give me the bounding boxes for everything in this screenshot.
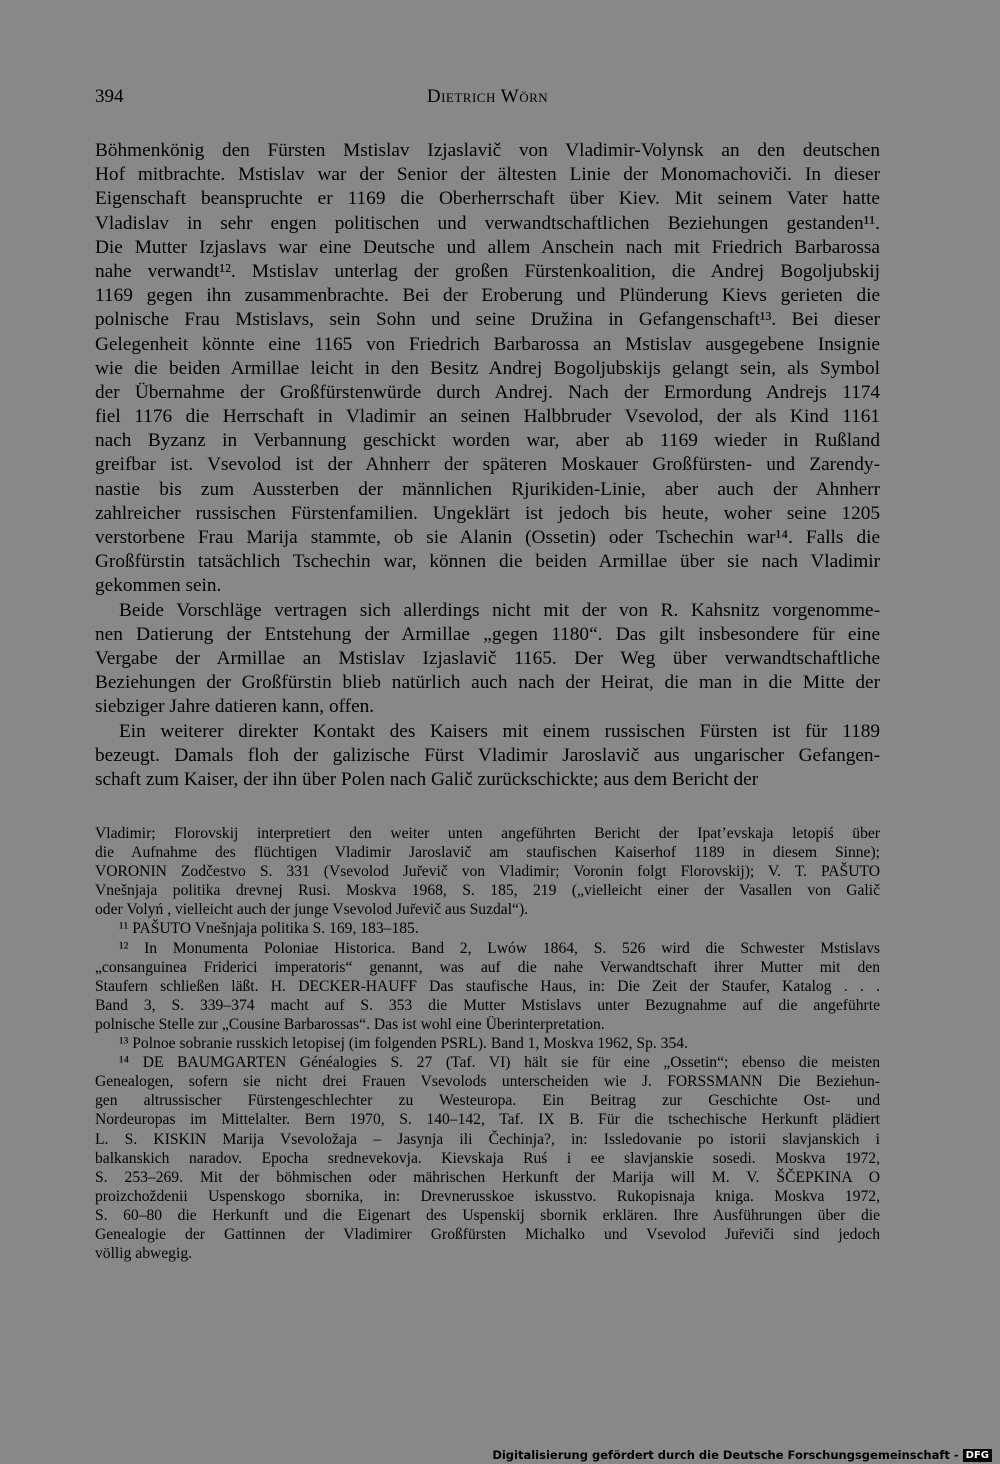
body-line: Die Mutter Izjaslavs war eine Deutsche und allem Anschein nach mit Friedrich Barbarossa [95, 236, 880, 258]
footnote-line: Band 3, S. 339–374 macht auf S. 353 die Mutter Mstislavs unter Bezugnahme auf die angeführte [95, 996, 880, 1014]
body-line: nastie bis zum Aussterben der männlichen Rjurikiden-Linie, aber auch der Ahnherr [95, 478, 880, 500]
body-line: polnische Frau Mstislavs, sein Sohn und seine Družina in Gefangenschaft¹³. Bei dieser [95, 309, 880, 331]
footnote-line: Nordeuropas im Mittelalter. Bern 1970, S. 140–142, Taf. IX B. Für die tschechische Herkunft plädiert [95, 1111, 880, 1129]
footnote-line: balkanskich naradov. Epocha srednevekovja. Kievskaja Ruś i ee slavjanskie sosedi. Moskva 1972, [95, 1149, 880, 1167]
body-text [95, 139, 880, 792]
footnote-line: ¹² In Monumenta Poloniae Historica. Band 2, Lwów 1864, S. 526 wird die Schwester Mstislavs [119, 939, 880, 957]
body-line: Großfürstin tatsächlich Tschechin war, können die beiden Armillae über sie nach Vladimir [95, 551, 880, 573]
footnote-line: ¹¹ PAŠUTO Vnešnjaja politika S. 169, 183–185. [119, 920, 419, 938]
footnote-line: VORONIN Zodčestvo S. 331 (Vsevolod Jur̆evič von Vladimir; Voronin folgt Florovskij); V. T. PAŠUTO [95, 863, 880, 881]
credit-text: Digitalisierung gefördert durch die Deutsche Forschungsgemeinschaft - [492, 1448, 959, 1462]
footnote-line: Staufern schließen läßt. H. DECKER-HAUFF Das staufische Haus, in: Die Zeit der Staufer, Katalog . . . [95, 977, 880, 995]
footnote-line: „consanguinea Friderici imperatoris“ genannt, was auf die nahe Verwandtschaft ihrer Mutter mit den [95, 958, 880, 976]
body-line: schaft zum Kaiser, der ihn über Polen nach Galič zurückschickte; aus dem Bericht der [95, 768, 759, 790]
body-line: Böhmenkönig den Fürsten Mstislav Izjaslavič von Vladimir-Volynsk an den deutschen [95, 140, 880, 161]
footnote-line: Vnešnjaja politika drevnej Rusi. Moskva 1968, S. 185, 219 („vielleicht einer der Vasallen von Galič [95, 882, 880, 900]
body-line: 1169 gegen ihn zusammenbrachte. Bei der Eroberung und Plünderung Kievs gerieten die [95, 285, 880, 307]
body-line: wie die beiden Armillae leicht in den Besitz Andrej Bogoljubskijs gelangt sein, als Symbol [95, 357, 880, 379]
body-line: greifbar ist. Vsevolod ist der Ahnherr der späteren Moskauer Großfürsten- und Zarendy- [95, 454, 880, 476]
body-line: Hof mitbrachte. Mstislav war der Senior der ältesten Linie der Monomachoviči. In dieser [95, 164, 880, 186]
footnotes [95, 824, 880, 1263]
body-line: nach Byzanz in Verbannung geschickt worden war, aber ab 1169 wieder in Rußland [95, 430, 880, 452]
footnote-line: ¹³ Polnoe sobranie russkich letopisej (im folgenden PSRL). Band 1, Moskva 1962, Sp. 354. [119, 1035, 688, 1053]
footnote-line: gen altrussischer Fürstengeschlechter zu Westeuropa. Ein Beitrag zur Geschichte Ost- und [95, 1092, 880, 1110]
body-line: bezeugt. Damals floh der galizische Fürst Vladimir Jaroslavič aus ungarischer Gefangen- [95, 744, 880, 766]
digitization-credit [492, 1448, 992, 1462]
body-line: nen Datierung der Entstehung der Armillae „gegen 1180“. Das gilt insbesondere für eine [95, 623, 880, 645]
body-line: Ein weiterer direkter Kontakt des Kaisers mit einem russischen Fürsten ist für 1189 [119, 720, 880, 742]
body-line: Beide Vorschläge vertragen sich allerdings nicht mit der von R. Kahsnitz vorgenomme- [119, 599, 880, 621]
body-line: der Übernahme der Großfürstenwürde durch Andrej. Nach der Ermordung Andrejs 1174 [95, 381, 880, 403]
body-line: gekommen sein. [95, 575, 222, 597]
body-line: nahe verwandt¹². Mstislav unterlag der großen Fürstenkoalition, die Andrej Bogoljubskij [95, 260, 880, 282]
body-line: Eigenschaft beanspruchte er 1169 die Oberherrschaft über Kiev. Mit seinem Vater hatte [95, 188, 880, 210]
footnote-line: ¹⁴ DE BAUMGARTEN Généalogies S. 27 (Taf. VI) hält sie für eine „Ossetin“; ebenso die meisten [119, 1054, 880, 1072]
footnote-line: polnische Stelle zur „Cousine Barbarossas“. Das ist wohl eine Überinterpretation. [95, 1015, 605, 1033]
body-line: Vergabe der Armillae an Mstislav Izjaslavič 1165. Der Weg über verwandtschaftliche [95, 647, 880, 669]
footnote-line: Vladimir; Florovskij interpretiert den weiter unten angeführten Bericht der Ipat’evskaja letopiś über [95, 825, 880, 842]
footnote-line: völlig abwegig. [95, 1245, 193, 1263]
body-line: fiel 1176 die Herrschaft in Vladimir an seinen Halbbruder Vsevolod, der als Kind 1161 [95, 406, 880, 428]
footnote-line: proizchoždenii Uspenskogo sbornika, in: Drevnerusskoe iskusstvo. Rukopisnaja kniga. Moskva 1972, [95, 1187, 880, 1205]
body-line: siebziger Jahre datieren kann, offen. [95, 696, 375, 718]
dfg-logo: DFG [963, 1449, 992, 1462]
footnote-line: Genealogie der Gattinnen der Vladimirer Großfürsten Michalko und Vsevolod Jur̆eviči sind jedoch [95, 1225, 880, 1243]
page-header [95, 86, 880, 112]
body-line: zahlreicher russischen Fürstenfamilien. Ungeklärt ist jedoch bis heute, woher seine 1205 [95, 502, 880, 524]
footnote-line: die Aufnahme des flüchtigen Vladimir Jaroslavič am staufischen Kaiserhof 1189 in diesem Sinne); [95, 844, 880, 862]
body-line: verstorbene Frau Marija stammte, ob sie Alanin (Ossetin) oder Tschechin war¹⁴. Falls die [95, 527, 880, 548]
footnote-line: oder Volyń , vielleicht auch der junge Vsevolod Jur̆evič aus Suzdal“). [95, 901, 529, 919]
body-line: Gelegenheit könnte eine 1165 von Friedrich Barbarossa an Mstislav ausgegebene Insignie [95, 333, 880, 355]
footnote-line: L. S. KISKIN Marija Vsevoložaja – Jasynja ili Čechinja?, in: Issledovanie po istorii slavjanskich i [95, 1130, 880, 1148]
page-number: 394 [95, 86, 124, 107]
body-line: Vladislav in sehr engen politischen und verwandtschaftlichen Beziehungen gestanden¹¹. [95, 212, 880, 234]
footnote-line: S. 60–80 die Herkunft und die Eigenart des Uspenskij sbornik erklären. Ihre Ausführungen über die [95, 1206, 880, 1224]
running-head: Dietrich Wörn [426, 86, 549, 107]
body-line: Beziehungen der Großfürstin blieb natürlich auch nach der Heirat, die man in die Mitte der [95, 672, 880, 694]
footnote-line: S. 253–269. Mit der böhmischen oder mährischen Herkunft der Marija will M. V. ŠČEPKINA O [95, 1168, 880, 1186]
footnote-line: Genealogen, sofern sie nicht drei Frauen Vsevolods unterscheiden wie J. FORSSMANN Die Beziehun- [95, 1073, 880, 1091]
